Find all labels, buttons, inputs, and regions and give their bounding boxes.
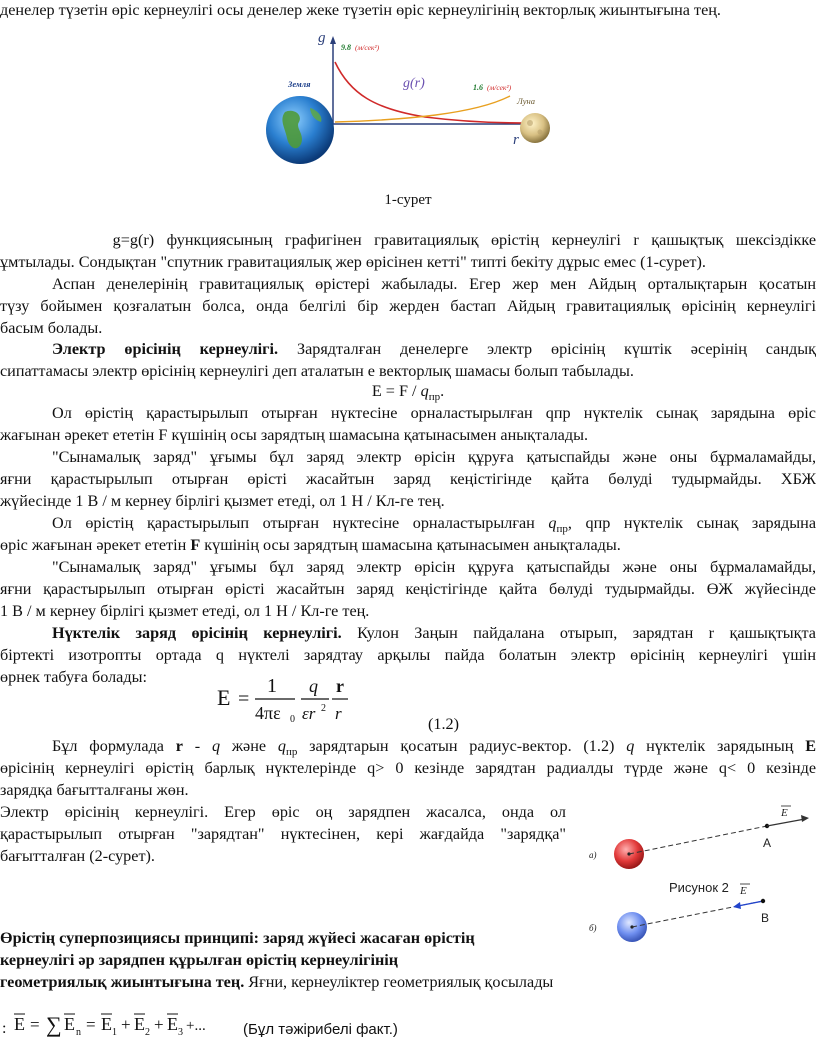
svg-text:∑: ∑ <box>46 1012 62 1037</box>
superposition-formula <box>0 1008 240 1042</box>
p8-line-3: өрнек табуға болады: <box>0 668 147 686</box>
svg-text:+: + <box>154 1015 164 1034</box>
point-b-label: B <box>761 911 770 925</box>
p6-line-1: Ол өрістің қарастырылып отырған нүктесіне орналастырылған $q_{пр}$, qпр нүктелік сынақ зарядына <box>52 514 816 536</box>
svg-text:r: r <box>336 676 344 696</box>
vector-e-label-b: E <box>740 885 747 897</box>
p4-line-2: жағынан әрекет ететін F күшінің осы зарядтың шамасына қатынасымен анықталады. <box>0 426 589 444</box>
p10-line-3: бағытталған (2-сурет). <box>0 847 155 865</box>
r-axis-label: r <box>513 132 519 148</box>
p10-line-1: Электр өрісінің кернеулігі. Егер өріс оң зарядпен жасалса, онда ол <box>0 803 566 821</box>
p11-line-2: кернеулігі әр зарядпен құрылған өрістің кернеулігінің <box>0 951 399 969</box>
vector-e-label-a: E <box>781 807 788 819</box>
g-axis-label: g <box>318 30 326 46</box>
svg-text:n: n <box>76 1027 81 1038</box>
moon-gravity-curve <box>335 96 510 122</box>
svg-text:q: q <box>309 676 318 696</box>
svg-text:=: = <box>30 1015 40 1034</box>
moon-icon <box>520 113 550 143</box>
svg-text:E: E <box>14 1014 25 1034</box>
earth-globe-icon <box>266 96 334 164</box>
p2-line-3: басым болады. <box>0 319 103 337</box>
moon-label: Луна <box>517 96 535 106</box>
svg-text:E: E <box>101 1014 112 1034</box>
earth-unit: (м/сек²) <box>355 43 380 52</box>
svg-text:=: = <box>86 1015 96 1034</box>
svg-text:0: 0 <box>290 714 295 725</box>
p7-line-3: 1 В / м кернеу бірлігі қызмет етеді, ол 1 Н / Кл-ге тең. <box>0 602 370 620</box>
figure-2-caption: Рисунок 2 <box>669 880 729 895</box>
svg-text:+: + <box>121 1015 131 1034</box>
svg-text:3: 3 <box>178 1027 183 1038</box>
point-a-label: A <box>763 836 772 850</box>
svg-text:E: E <box>217 685 231 710</box>
svg-text:+...: +... <box>186 1018 206 1034</box>
label-a: а) <box>589 850 597 860</box>
earth-gravity-curve <box>335 62 525 123</box>
svg-text:2: 2 <box>321 703 326 714</box>
p3-line-2: сипаттамасы электр өрісінің кернеулігі деп аталатын е векторлық шамасы болып табылады. <box>0 362 634 380</box>
p7-line-1: "Сынамалық заряд" ұғымы бұл заряд электр өрісін құруға қатыспайды және оны бұрмаламайды, <box>52 558 816 576</box>
p5-line-1: "Сынамалық заряд" ұғымы бұл заряд электр өрісін құруға қатыспайды және оны бұрмаламайды, <box>52 448 816 466</box>
p7-line-2: яғни қарастырылып отырған өрісті жасайтын заряд кеңістігінде қайта бөлуді тудырмайды. ӨЖ жүйесінде <box>0 580 816 598</box>
p11-line-1: Өрістің суперпозициясы принципі: заряд жүйесі жасаған өрістің <box>0 929 475 947</box>
svg-text:εr: εr <box>302 704 316 723</box>
p3-line-1: Электр өрісінің кернеулігі. Зарядталған денелерге электр өрісінің күштік әсерінің сандық <box>52 340 816 358</box>
p9-line-2: өрісінің кернеулігі өрістің барлық нүктелерінде q> 0 кезінде зарядтан радиалды түрде және q< 0 кезінде <box>0 759 816 777</box>
p9-line-3: зарядқа бағытталғаны жөн. <box>0 781 189 799</box>
svg-text:E: E <box>64 1014 75 1034</box>
equation-e-f-q: $E = F / q_{пр}$. <box>371 382 445 404</box>
label-b: б) <box>589 923 597 933</box>
p11-line-3: геометриялық жиынтығына тең. Яғни, кернеуліктер геометриялық қосылады <box>0 973 554 991</box>
p5-line-2: яғни қарастырылып отырған өрісті жасайтын заряд кеңістігінде қайта бөлуді тудырмайды. ХБЖ <box>0 470 816 488</box>
earth-value: 9.8 <box>341 43 351 52</box>
curve-label: g(r) <box>403 76 425 91</box>
svg-text:2: 2 <box>145 1027 150 1038</box>
moon-unit: (м/сек²) <box>487 83 512 92</box>
coulomb-field-formula <box>215 675 355 725</box>
svg-text:E: E <box>167 1014 178 1034</box>
intro-line: денелер түзетін өріс кернеулігі осы денелер жеке түзетін өріс кернеулігінің векторлық жиынтығына тең. <box>0 1 721 19</box>
svg-text::: : <box>2 1020 7 1037</box>
figure-1-caption: 1-сурет <box>384 192 432 208</box>
earth-label: Земля <box>288 79 311 89</box>
p8-line-2: біртекті изотропты ортада q нүктелі зарядтау арқылы пайда болатын электр өрісінің кернеулігі үшін <box>0 646 816 664</box>
svg-text:E: E <box>134 1014 145 1034</box>
svg-text:1: 1 <box>112 1027 117 1038</box>
svg-text:1: 1 <box>267 675 277 697</box>
p2-line-2: түзу бойымен қозғалатын болса, онда белгілі бір жерден бастап Айдың гравитациялық өрісінің кернеулігі <box>0 297 816 315</box>
p1-line-2: ұмтылады. Сондықтан "спутник гравитациялық жер өрісінен кетті" типті бекіту дұрыс емес (1-сурет). <box>0 253 706 271</box>
p5-line-3: жүйесінде 1 В / м кернеу бірлігі қызмет етеді, ол 1 Н / Кл-ге тең. <box>0 492 445 510</box>
p8-heading: Нүктелік заряд өрісінің кернеулігі. <box>52 624 342 642</box>
superposition-note: (Бұл тәжірибелі факт.) <box>243 1021 398 1038</box>
p4-line-1: Ол өрістің қарастырылып отырған нүктесіне орналастырылған qпр нүктелік сынақ зарядына өріс <box>52 404 816 422</box>
p10-line-2: қарастырылып отырған "зарядтан" нүктесінен, кері жағдайда "зарядқа" <box>0 825 566 843</box>
p3-heading: Электр өрісінің кернеулігі. <box>52 340 279 358</box>
p8-line-1: Нүктелік заряд өрісінің кернеулігі. Кулон Заңын пайдалана отырып, зарядтан r қашықтықта <box>52 624 816 642</box>
p2-line-1: Аспан денелерінің гравитациялық өрістері жабылады. Егер жер мен Айдың орталықтарын қосатын <box>52 275 816 293</box>
p9-line-1: Бұл формулада r - q және $q_{пр}$ зарядтарын қосатын радиус-вектор. (1.2) q нүктелік зарядының E <box>52 737 816 759</box>
p6-line-2: өріс жағынан әрекет ететін F күшінің осы зарядтың шамасына қатынасымен анықталады. <box>0 536 621 554</box>
svg-text:4πε: 4πε <box>255 703 281 723</box>
moon-value: 1.6 <box>473 83 483 92</box>
equation-number: (1.2) <box>428 715 460 733</box>
p1-line-1: g=g(r) функциясының графигінен гравитациялық өрістің кернеулігі r қашықтық шексіздікке <box>112 231 816 249</box>
svg-text:r: r <box>335 704 342 723</box>
gravity-graph-figure <box>255 24 555 174</box>
svg-text:=: = <box>238 688 250 710</box>
